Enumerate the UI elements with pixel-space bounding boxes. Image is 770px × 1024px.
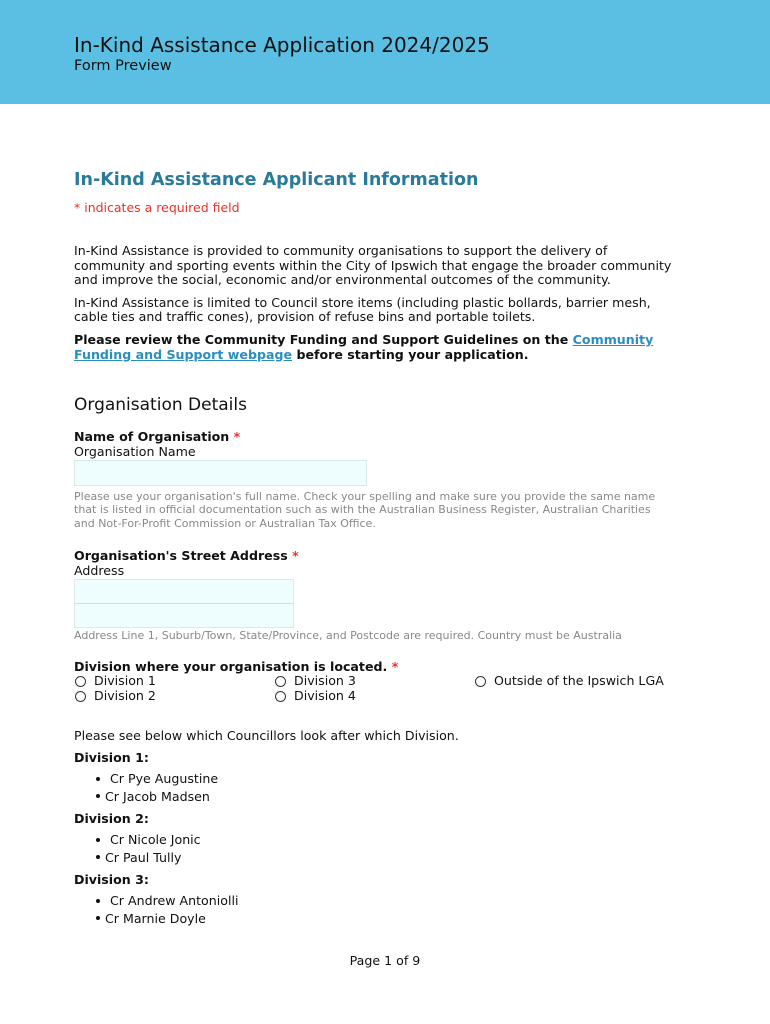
division-1-block	[74, 750, 674, 805]
list-item: Cr Nicole Jonic	[74, 831, 674, 849]
address-line-input[interactable]	[74, 579, 294, 604]
review-prefix: Please review the Community Funding and Support Guidelines on the	[74, 331, 573, 347]
radio-circle-icon	[275, 676, 286, 687]
bullet-icon	[96, 794, 100, 798]
required-asterisk: *	[292, 548, 299, 564]
form-title: In-Kind Assistance Application 2024/2025	[74, 33, 490, 57]
address-line-2-input[interactable]	[74, 604, 294, 628]
page-number: Page 1 of 9	[349, 953, 421, 968]
section-title: In-Kind Assistance Applicant Information	[74, 170, 479, 190]
intro-paragraph-1: In-Kind Assistance is provided to community organisations to support the delivery of community and sporting events within the City of Ipswich that engage the broader community and improve the social, economic and/or environmental outcomes of the community.	[74, 243, 672, 288]
radio-division-1[interactable]: Division 1	[74, 674, 274, 689]
division-3-heading: Division 3:	[74, 872, 149, 888]
list-item: Cr Pye Augustine	[74, 770, 674, 788]
radio-division-3[interactable]: Division 3	[274, 674, 474, 689]
form-header	[0, 0, 770, 104]
list-item: Cr Paul Tully	[74, 849, 674, 867]
form-content	[74, 170, 674, 927]
division-field	[74, 659, 674, 703]
councillor-note: Please see below which Councillors look after which Division.	[74, 727, 459, 743]
required-asterisk: *	[233, 429, 241, 445]
bullet-icon	[96, 916, 100, 920]
radio-circle-icon	[75, 691, 86, 702]
radio-outside-lga[interactable]: Outside of the Ipswich LGA	[474, 674, 674, 689]
org-name-field	[74, 429, 674, 530]
division-radio-group	[74, 674, 674, 703]
intro-paragraph-2: In-Kind Assistance is limited to Council store items (including plastic bollards, barrier mesh, cable ties and traffic cones), provision of refuse bins and portable toilets.	[74, 294, 651, 325]
bullet-icon	[96, 777, 100, 781]
org-name-help: Please use your organisation's full name. Check your spelling and make sure you provide the same name that is listed in official documentation such as with the Australian Business Register, Australian Charities and Not-For-Profit Commission or Australian Tax Office.	[74, 490, 656, 530]
division-2-heading: Division 2:	[74, 811, 149, 827]
org-name-sublabel: Organisation Name	[74, 444, 196, 460]
bullet-icon	[96, 899, 100, 903]
division-2-block	[74, 811, 674, 866]
radio-circle-icon	[475, 676, 486, 687]
bullet-icon	[96, 855, 100, 859]
review-suffix: before starting your application.	[292, 346, 529, 362]
division-1-list	[74, 770, 674, 805]
list-item: Cr Jacob Madsen	[74, 788, 674, 806]
division-2-list	[74, 831, 674, 866]
address-help: Address Line 1, Suburb/Town, State/Province, and Postcode are required. Country must be Australia	[74, 629, 622, 643]
radio-circle-icon	[275, 691, 286, 702]
division-label: Division where your organisation is located. *	[74, 659, 399, 675]
bullet-icon	[96, 838, 100, 842]
radio-division-2[interactable]: Division 2	[74, 689, 274, 704]
division-3-list	[74, 892, 674, 927]
guidelines-link[interactable]: Community Funding and Support webpage	[74, 331, 654, 362]
address-sublabel: Address	[74, 563, 125, 579]
review-paragraph	[74, 333, 674, 362]
list-item: Cr Marnie Doyle	[74, 910, 674, 928]
org-name-label: Name of Organisation *	[74, 429, 241, 445]
org-name-input[interactable]	[74, 460, 367, 486]
required-note: * indicates a required field	[74, 200, 240, 215]
address-field	[74, 548, 674, 642]
address-label: Organisation's Street Address *	[74, 548, 299, 564]
division-3-block	[74, 872, 674, 927]
org-details-title: Organisation Details	[74, 395, 247, 416]
radio-division-4[interactable]: Division 4	[274, 689, 474, 704]
division-1-heading: Division 1:	[74, 750, 149, 766]
radio-circle-icon	[75, 676, 86, 687]
form-subtitle: Form Preview	[74, 58, 172, 74]
required-asterisk: *	[391, 659, 399, 675]
list-item: Cr Andrew Antoniolli	[74, 892, 674, 910]
